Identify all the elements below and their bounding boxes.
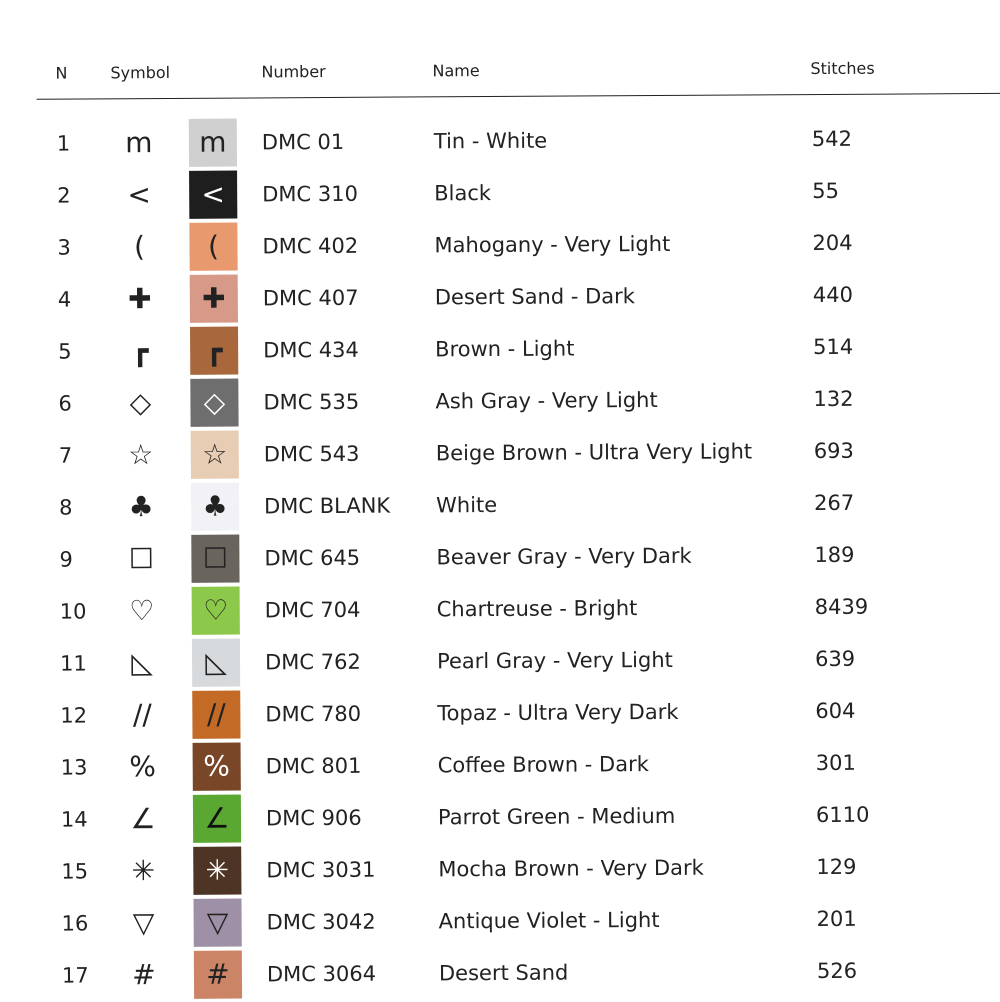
thread-name: Desert Sand - Dark bbox=[434, 284, 636, 310]
thread-name: Desert Sand bbox=[438, 960, 569, 986]
color-swatch: ☐ bbox=[191, 535, 239, 583]
row-number: 3 bbox=[57, 235, 71, 260]
table-row bbox=[1, 164, 1000, 222]
color-swatch: % bbox=[193, 743, 241, 791]
row-number: 14 bbox=[60, 807, 88, 832]
table-row bbox=[5, 736, 1000, 794]
color-swatch: # bbox=[194, 951, 242, 999]
thread-name: Mahogany - Very Light bbox=[434, 231, 671, 258]
stitch-count: 639 bbox=[814, 646, 856, 672]
thread-number: DMC 407 bbox=[262, 285, 359, 311]
thread-number: DMC 3031 bbox=[266, 857, 376, 883]
thread-number: DMC 535 bbox=[263, 389, 360, 415]
table-row bbox=[2, 320, 1000, 378]
thread-name: Antique Violet - Light bbox=[438, 907, 660, 934]
paren-symbol-icon: ( bbox=[133, 230, 146, 264]
row-number: 15 bbox=[61, 859, 89, 884]
row-number: 12 bbox=[60, 703, 88, 728]
stitch-count: 55 bbox=[812, 178, 839, 204]
table-row bbox=[5, 840, 1000, 898]
color-swatch: ☆ bbox=[191, 431, 239, 479]
table-row bbox=[4, 684, 1000, 742]
row-number: 5 bbox=[58, 339, 72, 364]
table-row bbox=[5, 892, 1000, 950]
thread-name: Beige Brown - Ultra Very Light bbox=[435, 439, 753, 466]
row-number: 7 bbox=[58, 443, 73, 468]
thread-name: Mocha Brown - Very Dark bbox=[438, 855, 704, 882]
header-divider bbox=[37, 93, 1000, 100]
row-number: 8 bbox=[59, 495, 73, 520]
angle-symbol-icon: ∠ bbox=[130, 802, 156, 836]
stitch-count: 6110 bbox=[815, 802, 870, 828]
stitch-count: 604 bbox=[815, 698, 856, 724]
thread-name: Chartreuse - Bright bbox=[436, 596, 638, 622]
row-number: 11 bbox=[59, 651, 87, 676]
thread-name: Brown - Light bbox=[435, 336, 575, 362]
diamond-symbol-icon: ◇ bbox=[129, 386, 152, 420]
table-row bbox=[5, 788, 1000, 846]
color-swatch: // bbox=[192, 691, 240, 739]
club-symbol-icon: ♣ bbox=[128, 490, 154, 524]
percent-symbol-icon: % bbox=[129, 750, 157, 784]
thread-name: Coffee Brown - Dark bbox=[437, 752, 649, 778]
table-header bbox=[0, 52, 1000, 88]
color-swatch: m bbox=[189, 119, 237, 167]
table-body bbox=[1, 112, 1000, 1002]
thread-name: Parrot Green - Medium bbox=[437, 803, 676, 830]
row-number: 10 bbox=[59, 599, 87, 624]
table-row bbox=[4, 632, 1000, 690]
stitch-count: 129 bbox=[816, 854, 857, 880]
thread-name: Tin - White bbox=[433, 128, 548, 154]
table-row bbox=[1, 112, 1000, 170]
header-name: Name bbox=[432, 61, 480, 81]
heart-symbol-icon: ♡ bbox=[129, 594, 155, 628]
stitch-count: 201 bbox=[816, 906, 857, 932]
color-swatch: ✚ bbox=[190, 275, 238, 323]
down-triangle-symbol-icon: ▽ bbox=[132, 906, 155, 940]
thread-number: DMC 310 bbox=[262, 181, 358, 207]
color-swatch: < bbox=[189, 171, 237, 219]
less-than-symbol-icon: < bbox=[127, 178, 152, 212]
stitch-count: 526 bbox=[816, 958, 858, 984]
thread-name: Topaz - Ultra Very Dark bbox=[437, 699, 679, 726]
m-symbol-icon: m bbox=[125, 126, 153, 160]
color-swatch: ◺ bbox=[192, 639, 240, 687]
thread-name: Beaver Gray - Very Dark bbox=[436, 543, 692, 570]
header-number: Number bbox=[261, 62, 326, 82]
row-number: 17 bbox=[61, 963, 89, 988]
thread-number: DMC 645 bbox=[264, 545, 361, 571]
stitch-count: 267 bbox=[814, 490, 855, 516]
table-row bbox=[3, 528, 1000, 586]
table-row bbox=[3, 424, 1000, 482]
header-stitches: Stitches bbox=[810, 58, 875, 79]
thread-number: DMC 434 bbox=[263, 337, 359, 363]
thread-number: DMC 762 bbox=[264, 649, 361, 675]
color-swatch: ▽ bbox=[193, 899, 241, 947]
square-symbol-icon: ☐ bbox=[128, 542, 155, 576]
thread-number: DMC 801 bbox=[265, 753, 362, 779]
stitch-count: 514 bbox=[813, 334, 854, 360]
thread-number: DMC 3064 bbox=[266, 961, 377, 987]
row-number: 4 bbox=[57, 287, 72, 312]
row-number: 1 bbox=[56, 131, 71, 156]
stitch-count: 693 bbox=[813, 438, 854, 464]
color-swatch: ∠ bbox=[193, 795, 241, 843]
table-row bbox=[4, 580, 1000, 638]
thread-name: White bbox=[436, 492, 498, 518]
thread-name: Black bbox=[434, 181, 492, 206]
cross-symbol-icon: ✚ bbox=[127, 282, 152, 316]
table-row bbox=[2, 372, 1000, 430]
thread-number: DMC 906 bbox=[265, 805, 362, 831]
thread-number: DMC 780 bbox=[265, 701, 362, 727]
stitch-count: 8439 bbox=[814, 594, 869, 620]
row-number: 16 bbox=[61, 911, 89, 936]
table-row bbox=[3, 476, 1000, 534]
stitch-count: 204 bbox=[812, 230, 853, 256]
row-number: 2 bbox=[57, 183, 71, 208]
color-swatch: ♡ bbox=[192, 587, 240, 635]
hash-symbol-icon: # bbox=[132, 958, 156, 992]
color-swatch: ♣ bbox=[191, 483, 239, 531]
table-row bbox=[2, 268, 1000, 326]
color-swatch: ◇ bbox=[190, 379, 238, 427]
stitch-count: 301 bbox=[815, 750, 856, 776]
stitch-count: 542 bbox=[811, 126, 853, 152]
stitch-count: 440 bbox=[812, 282, 853, 308]
thread-number: DMC 402 bbox=[262, 233, 359, 259]
table-row bbox=[6, 944, 1000, 1002]
stitch-count: 132 bbox=[813, 386, 854, 412]
slashes-symbol-icon: // bbox=[132, 698, 152, 732]
thread-name: Ash Gray - Very Light bbox=[435, 387, 658, 414]
header-symbol: Symbol bbox=[110, 62, 171, 83]
thread-number: DMC 3042 bbox=[266, 909, 376, 935]
row-number: 9 bbox=[59, 547, 73, 572]
thread-number: DMC 543 bbox=[263, 441, 360, 467]
thread-number: DMC BLANK bbox=[264, 493, 391, 519]
thread-number: DMC 704 bbox=[264, 597, 361, 623]
thread-number: DMC 01 bbox=[261, 129, 345, 155]
color-swatch: ( bbox=[189, 223, 237, 271]
triangle-symbol-icon: ◺ bbox=[131, 646, 153, 680]
header-n: N bbox=[55, 63, 68, 83]
star-symbol-icon: ☆ bbox=[128, 438, 154, 472]
table-row bbox=[1, 216, 1000, 274]
asterisk-symbol-icon: ✳ bbox=[131, 854, 156, 888]
stitch-count: 189 bbox=[814, 542, 855, 568]
color-swatch: ┏ bbox=[190, 327, 238, 375]
row-number: 13 bbox=[60, 755, 88, 780]
row-number: 6 bbox=[58, 391, 72, 416]
thread-name: Pearl Gray - Very Light bbox=[436, 647, 673, 674]
color-swatch: ✳ bbox=[193, 847, 241, 895]
corner-symbol-icon: ┏ bbox=[131, 334, 149, 368]
